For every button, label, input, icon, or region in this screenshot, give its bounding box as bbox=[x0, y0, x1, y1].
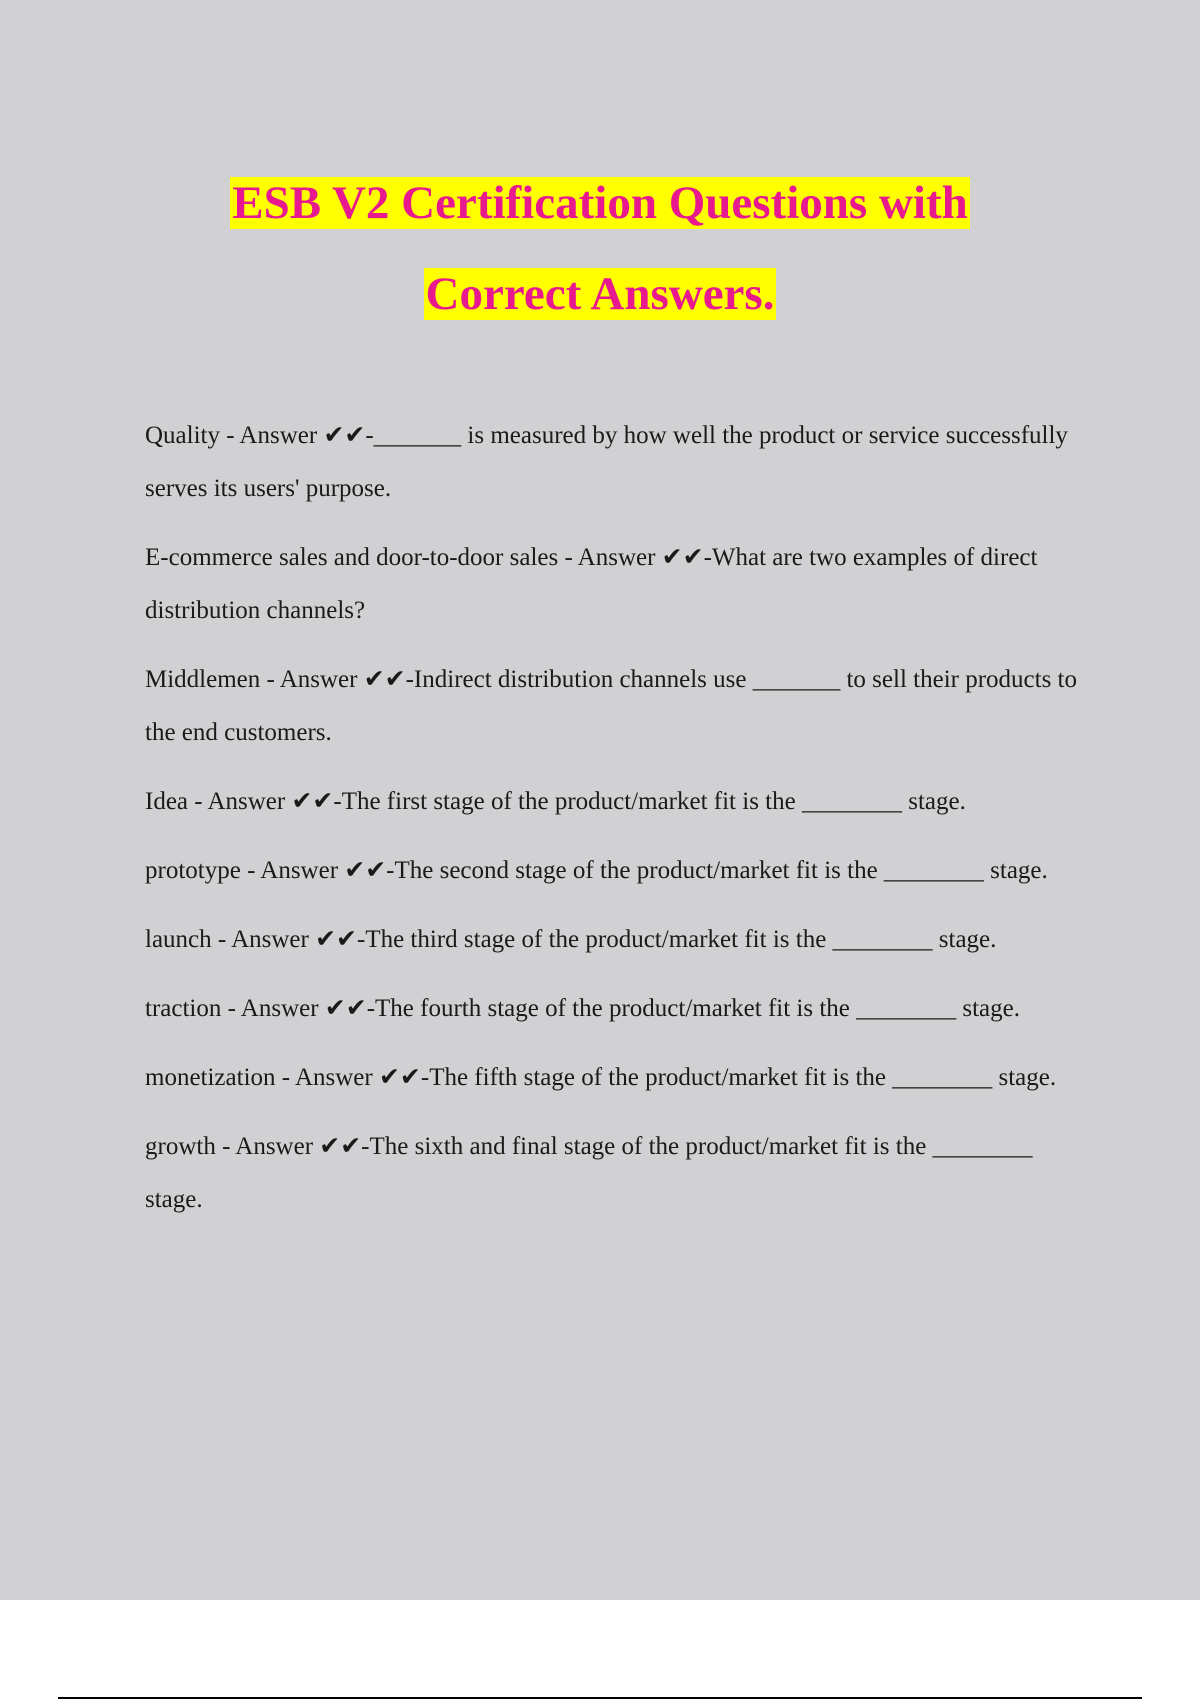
qa-item-launch: launch - Answer ✔✔-The third stage of the product/market fit is the ________ stage. bbox=[145, 926, 997, 953]
title-line-2: Correct Answers. bbox=[425, 268, 775, 320]
bottom-divider bbox=[58, 1697, 1142, 1699]
qa-list bbox=[145, 409, 1085, 1242]
qa-item-idea: Idea - Answer ✔✔-The first stage of the product/market fit is the ________ stage. bbox=[145, 788, 966, 815]
qa-item-quality: Quality - Answer ✔✔-_______ is measured by how well the product or service successfully serves its users' purpose. bbox=[145, 422, 1068, 502]
qa-item-ecommerce: E-commerce sales and door-to-door sales - Answer ✔✔-What are two examples of direct distribution channels? bbox=[145, 544, 1038, 624]
qa-item-prototype: prototype - Answer ✔✔-The second stage of the product/market fit is the ________ stage. bbox=[145, 857, 1048, 884]
qa-item-middlemen: Middlemen - Answer ✔✔-Indirect distribution channels use _______ to sell their products to the end customers. bbox=[145, 666, 1078, 746]
qa-item-growth: growth - Answer ✔✔-The sixth and final stage of the product/market fit is the ________ stage. bbox=[145, 1133, 1033, 1213]
document-title bbox=[0, 158, 1200, 340]
qa-item-monetization: monetization - Answer ✔✔-The fifth stage of the product/market fit is the ________ stage. bbox=[145, 1064, 1057, 1091]
title-line-1: ESB V2 Certification Questions with bbox=[232, 177, 968, 229]
qa-item-traction: traction - Answer ✔✔-The fourth stage of the product/market fit is the ________ stage. bbox=[145, 995, 1020, 1022]
